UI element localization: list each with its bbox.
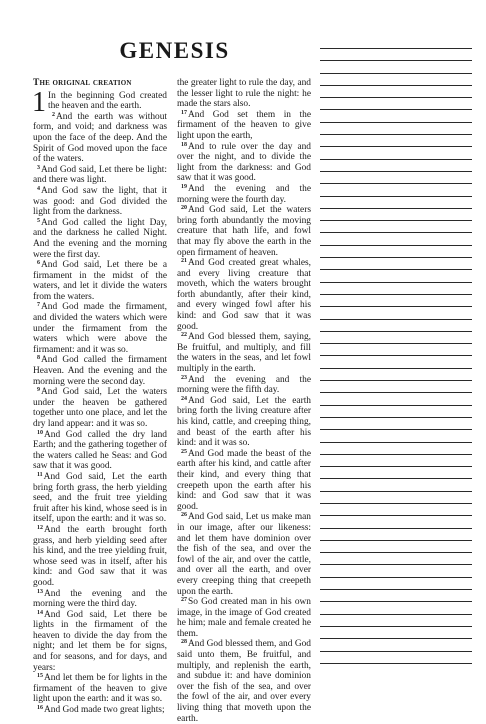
verse — [33, 610, 167, 674]
verse-text: In the beginning God created the heaven and the earth. — [48, 90, 167, 112]
verse-text: And God blessed them, saying, Be fruitful, and multiply, and fill the waters in the seas, and let fowl multiply in the earth. — [177, 332, 311, 375]
verse-number: 26 — [181, 512, 187, 519]
verse-number: 11 — [37, 471, 43, 478]
note-line — [320, 73, 472, 74]
note-line — [320, 343, 472, 344]
verse-number: 28 — [181, 639, 187, 646]
verse-text: And God called the dry land Earth; and the gathering together of the waters called he Seas: and God saw that it was good. — [33, 429, 167, 472]
verse-list-left — [32, 86, 167, 716]
note-line — [320, 134, 472, 135]
verse-text: And the evening and the morning were the fourth day. — [177, 183, 311, 205]
verse — [32, 86, 167, 118]
note-line — [320, 208, 472, 209]
chapter-drop-cap: 1 — [32, 86, 46, 118]
note-line — [320, 577, 472, 578]
verse — [177, 639, 311, 724]
verse-text: And the evening and the morning were the fifth day. — [177, 374, 311, 396]
verse-text: And God made the firmament, and divided the waters which were under the firmament from the waters which were above the firmament: and it was so. — [33, 302, 167, 355]
verse-number: 18 — [181, 141, 187, 148]
verse-number: 16 — [37, 705, 43, 712]
verse-text: And God said, Let there be light: and there was light. — [33, 164, 167, 186]
verse — [33, 260, 167, 302]
note-line — [320, 626, 472, 627]
note-line — [320, 196, 472, 197]
verse-text: So God created man in his own image, in the image of God created he him; male and female created he them. — [177, 597, 311, 639]
verse-text: And God made the beast of the earth after his kind, and cattle after their kind, and every thing that creepeth upon the earth after his kind: and God saw that it was good. — [177, 448, 311, 512]
note-line — [320, 442, 472, 443]
note-line — [320, 355, 472, 356]
verse — [177, 597, 311, 639]
note-line — [320, 601, 472, 602]
verse-number: 25 — [181, 448, 187, 455]
verse — [177, 375, 311, 396]
verse — [177, 332, 311, 374]
verse-text: And God made two great lights; — [44, 705, 165, 716]
note-lines-area — [320, 48, 472, 675]
note-line — [320, 269, 472, 270]
verse-number: 21 — [181, 258, 187, 265]
verse — [33, 525, 167, 589]
note-line — [320, 663, 472, 664]
verse-number: 10 — [37, 429, 43, 436]
note-line — [320, 515, 472, 516]
verse-number: 8 — [37, 355, 40, 362]
note-line — [320, 282, 472, 283]
note-line — [320, 220, 472, 221]
note-line — [320, 466, 472, 467]
verse-text: And God said, Let the earth bring forth the living creature after his kind, cattle, and creeping thing, and beast of the earth after his kind: and it was so. — [177, 395, 311, 449]
verse-text: And the evening and the morning were the third day. — [33, 588, 167, 610]
note-line — [320, 60, 472, 61]
note-line — [320, 564, 472, 565]
note-line — [320, 122, 472, 123]
note-line — [320, 491, 472, 492]
verse-number: 13 — [37, 588, 43, 595]
verse-text: And God saw the light, that it was good: and God divided the light from the darkness. — [33, 185, 167, 218]
section-heading: The original creation — [33, 78, 132, 88]
verse-text: And God said, Let us make man in our image, after our likeness: and let them have dominion over the fish of the sea, and over the fowl of the air, and over the cattle, and over all the earth, and over every creeping thing that creepeth upon the earth. — [177, 512, 311, 597]
verse-number: 6 — [37, 260, 40, 267]
verse-number: 4 — [37, 185, 40, 192]
verse-number: 19 — [181, 183, 187, 190]
note-line — [320, 257, 472, 258]
verse-text: And God said, Let there be a firmament in the midst of the waters, and let it divide the waters from the waters. — [33, 260, 167, 302]
verse-text: And God set them in the firmament of the heaven to give light upon the earth, — [177, 109, 311, 141]
verse-text: And God called the firmament Heaven. And the evening and the morning were the second day. — [33, 355, 167, 387]
text-column-left — [33, 78, 167, 716]
verse-number: 23 — [181, 374, 187, 381]
verse-text: And God said, Let the earth bring forth grass, the herb yielding seed, and the fruit tree yielding fruit after his kind, whose seed is in itself, upon the earth: and it was so. — [33, 471, 167, 525]
verse — [33, 472, 167, 525]
verse — [33, 186, 167, 218]
verse-text: And the earth was without form, and void; and darkness was upon the face of the deep. And the Spirit of God moved upon the face of the waters. — [33, 111, 167, 165]
note-line — [320, 232, 472, 233]
note-line — [320, 503, 472, 504]
note-line — [320, 159, 472, 160]
note-line — [320, 171, 472, 172]
verse-text: And the earth brought forth grass, and herb yielding seed after his kind, and the tree yielding fruit, whose seed was in itself, after his kind: and God saw that it was good. — [33, 524, 167, 588]
verse-text: And God created great whales, and every living creature that moveth, which the waters brought forth abundantly, after their kind, and every winged fowl after his kind: and God saw that it was good. — [177, 258, 311, 332]
note-line — [320, 405, 472, 406]
note-line — [320, 614, 472, 615]
verse-text: the greater light to rule the day, and the lesser light to rule the night: he made the stars also. — [177, 78, 311, 110]
verse — [33, 302, 167, 355]
note-line — [320, 306, 472, 307]
verse-text: And God blessed them, and God said unto them, Be fruitful, and multiply, and replenish the earth, and subdue it: and have dominion over the fish of the sea, and over the fowl of the air, and over every living thing that moveth upon the earth. — [177, 639, 311, 724]
verse — [33, 165, 167, 186]
text-column-right — [177, 78, 311, 724]
verse-number: 9 — [37, 387, 40, 394]
note-line — [320, 429, 472, 430]
verse-text: And to rule over the day and over the night, and to divide the light from the darkness: and God saw that it was good. — [177, 141, 311, 184]
note-line — [320, 478, 472, 479]
note-line — [320, 638, 472, 639]
verse-list-right — [177, 78, 311, 724]
book-title: GENESIS — [119, 38, 230, 63]
verse-number: 7 — [37, 302, 40, 309]
verse — [33, 218, 167, 260]
verse — [33, 355, 167, 387]
note-line — [320, 380, 472, 381]
verse-number: 20 — [181, 205, 187, 212]
verse-number: 24 — [181, 395, 187, 402]
verse — [177, 142, 311, 184]
verse-text: And God said, Let the waters bring forth abundantly the moving creature that hath life, and fowl that may fly above the earth in the open firmament of heaven. — [177, 205, 311, 258]
verse-number: 3 — [37, 164, 40, 171]
note-line — [320, 392, 472, 393]
verse — [33, 430, 167, 472]
note-line — [320, 85, 472, 86]
verse — [177, 258, 311, 332]
note-line — [320, 552, 472, 553]
verse — [33, 705, 167, 716]
verse-number: 15 — [37, 673, 43, 680]
note-line — [320, 528, 472, 529]
note-line — [320, 146, 472, 147]
note-line — [320, 368, 472, 369]
verse — [177, 396, 311, 449]
verse — [177, 78, 311, 110]
verse — [33, 589, 167, 610]
verse-number: 17 — [181, 109, 187, 116]
note-line — [320, 48, 472, 49]
verse-text: And God said, Let there be lights in the firmament of the heaven to divide the day from the night; and let them be for signs, and for seasons, and for days, and years: — [33, 609, 167, 673]
note-line — [320, 589, 472, 590]
verse — [33, 112, 167, 165]
note-line — [320, 417, 472, 418]
verse — [33, 387, 167, 429]
verse — [177, 512, 311, 597]
verse — [177, 205, 311, 258]
verse-number: 14 — [37, 609, 43, 616]
verse — [33, 673, 167, 705]
note-line — [320, 651, 472, 652]
note-line — [320, 109, 472, 110]
note-line — [320, 294, 472, 295]
note-line — [320, 245, 472, 246]
verse — [177, 184, 311, 205]
verse-number: 22 — [181, 332, 187, 339]
note-line — [320, 331, 472, 332]
verse-number: 5 — [37, 217, 40, 224]
verse-text: And let them be for lights in the firmament of the heaven to give light upon the earth: and it was so. — [33, 673, 167, 705]
verse-number: 27 — [181, 597, 187, 604]
verse-number: 12 — [37, 524, 43, 531]
verse — [177, 110, 311, 142]
verse — [177, 449, 311, 513]
note-line — [320, 183, 472, 184]
verse-text: And God said, Let the waters under the heaven be gathered together unto one place, and let the dry land appear: and it was so. — [33, 387, 167, 429]
note-line — [320, 319, 472, 320]
verse-number: 2 — [52, 111, 55, 118]
verse-text: And God called the light Day, and the darkness he called Night. And the evening and the morning were the first day. — [33, 217, 167, 260]
note-line — [320, 454, 472, 455]
note-line — [320, 540, 472, 541]
note-line — [320, 97, 472, 98]
